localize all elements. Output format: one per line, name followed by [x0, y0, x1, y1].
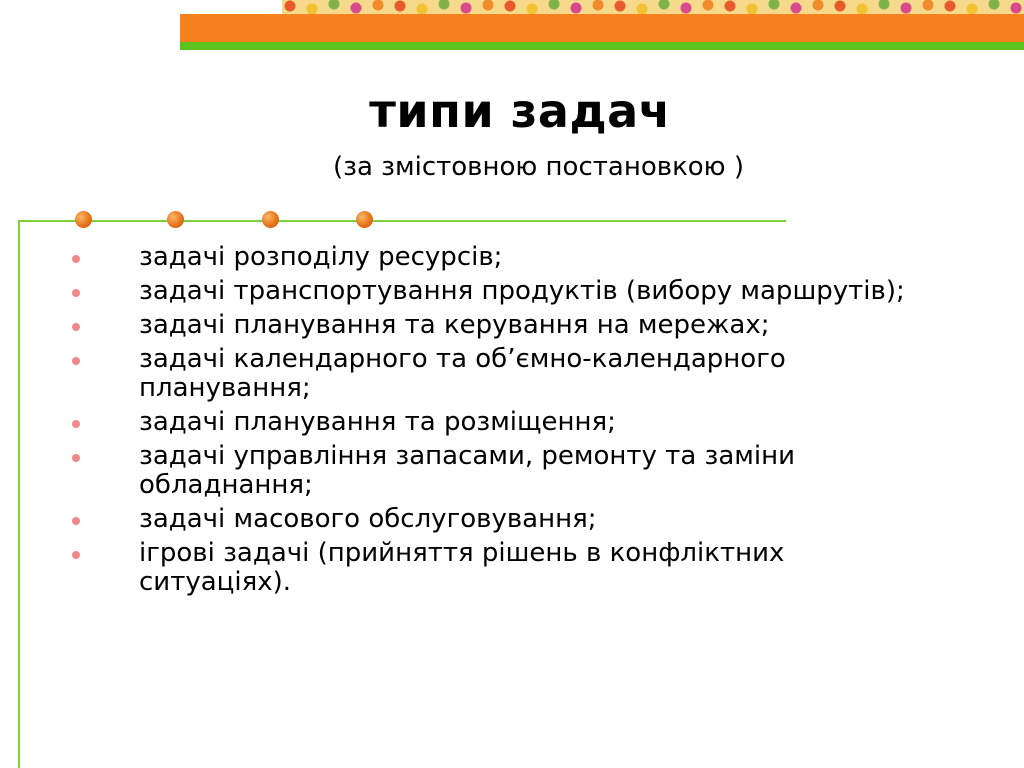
bullet-dot-icon	[72, 323, 80, 331]
orange-dot-icon	[167, 211, 184, 228]
header-green-bar	[180, 42, 1024, 50]
orange-dot-icon	[262, 211, 279, 228]
bullet-dot-icon	[72, 420, 80, 428]
list-item	[0, 243, 919, 272]
list-item	[0, 442, 919, 500]
header-bar-gap	[180, 0, 282, 14]
list-item	[0, 345, 919, 403]
list-item	[0, 277, 919, 306]
list-item-text: задачі управління запасами, ремонту та заміни обладнання;	[139, 441, 796, 500]
slide-title: типи задач	[369, 84, 671, 138]
bullet-dot-icon	[72, 517, 80, 525]
orange-dot-icon	[356, 211, 373, 228]
list-item-text: задачі календарного та об’ємно-календарного планування;	[139, 344, 786, 403]
list-item-text: задачі планування та розміщення;	[139, 407, 616, 437]
header-orange-bar	[180, 14, 1024, 42]
bullet-dot-icon	[72, 255, 80, 263]
list-item-text: ігрові задачі (прийняття рішень в конфліктних ситуаціях).	[139, 538, 785, 597]
floral-banner-image	[282, 0, 1024, 14]
bullet-dot-icon	[72, 289, 80, 297]
orange-dot-icon	[75, 211, 92, 228]
list-item	[0, 408, 919, 437]
bullet-dot-icon	[72, 551, 80, 559]
slide-subtitle: (за змістовною постановкою )	[333, 152, 744, 182]
list-item-text: задачі планування та керування на мережах;	[139, 310, 770, 340]
list-item-text: задачі транспортування продуктів (вибору маршрутів);	[139, 276, 905, 306]
task-types-list	[0, 243, 1024, 602]
list-item-text: задачі масового обслуговування;	[139, 504, 597, 534]
list-item	[0, 311, 919, 340]
frame-top-line	[18, 220, 786, 222]
list-item	[0, 505, 919, 534]
list-item-text: задачі розподілу ресурсів;	[139, 242, 503, 272]
bullet-dot-icon	[72, 454, 80, 462]
bullet-dot-icon	[72, 357, 80, 365]
list-item	[0, 539, 919, 597]
